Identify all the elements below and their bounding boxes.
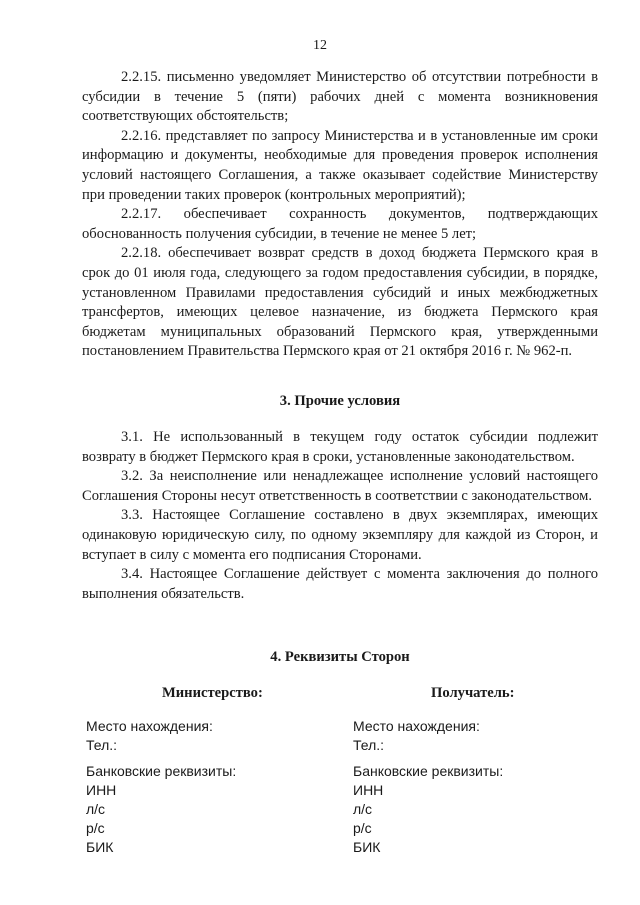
section-3-heading: 3. Прочие условия bbox=[279, 393, 401, 409]
ministry-ls: л/с bbox=[86, 801, 106, 817]
recipient-title: Получатель: bbox=[431, 685, 515, 701]
section-4-heading: 4. Реквизиты Сторон bbox=[270, 649, 410, 665]
clause-2-2-18: 2.2.18. обеспечивает возврат средств в доход бюджета Пермского края в срок до 01 июля года, следующего за годом предоставления субсидии, в порядке, установленном Правилами предоставления субсидий и иных межбюджетных трансфертов, имеющих целевое назначение, из бюджета Пермского края бюджетам муниципальных образований Пермского края, утвержденными постановлением Правительства Пермского края от 21 октября 2016 г. № 962-п. bbox=[82, 245, 598, 360]
recipient-bik: БИК bbox=[353, 839, 381, 855]
recipient-location: Место нахождения: bbox=[353, 718, 480, 734]
clause-block-2-2 bbox=[82, 68, 598, 362]
recipient-phone: Тел.: bbox=[353, 737, 385, 753]
recipient-requisites bbox=[353, 684, 598, 857]
ministry-bank: Банковские реквизиты: bbox=[86, 763, 237, 779]
clause-3-4: 3.4. Настоящее Соглашение действует с момента заключения до полного выполнения обязательств. bbox=[82, 566, 598, 602]
clause-2-2-17: 2.2.17. обеспечивает сохранность документов, подтверждающих обоснованность получения субсидии, в течение не менее 5 лет; bbox=[82, 206, 598, 242]
ministry-location: Место нахождения: bbox=[86, 718, 213, 734]
recipient-rs: р/с bbox=[353, 820, 372, 836]
recipient-ls: л/с bbox=[353, 801, 373, 817]
recipient-inn: ИНН bbox=[353, 782, 384, 798]
clause-2-2-16: 2.2.16. представляет по запросу Министерства и в установленные им сроки информацию и документы, необходимые для проведения проверок исполнения условий настоящего Соглашения, а также оказывает содействие Министерству при проведении таких проверок (контрольных мероприятий); bbox=[82, 127, 598, 203]
clause-3-2: 3.2. За неисполнение или ненадлежащее исполнение условий настоящего Соглашения Стороны несут ответственность в соответствии с законодательством. bbox=[82, 468, 598, 504]
clause-3-3: 3.3. Настоящее Соглашение составлено в двух экземплярах, имеющих одинаковую юридическую силу, по одному экземпляру для каждой из Сторон, и вступает в силу с момента его подписания Сторонами. bbox=[82, 507, 598, 563]
clause-2-2-15: 2.2.15. письменно уведомляет Министерство об отсутствии потребности в субсидии в течение 5 (пяти) рабочих дней с момента возникновения соответствующих обстоятельств; bbox=[82, 69, 598, 125]
ministry-phone: Тел.: bbox=[86, 737, 118, 753]
ministry-bik: БИК bbox=[86, 839, 114, 855]
ministry-title: Министерство: bbox=[162, 685, 263, 701]
clause-block-3 bbox=[82, 428, 598, 604]
ministry-requisites bbox=[86, 684, 336, 857]
clause-3-1: 3.1. Не использованный в текущем году остаток субсидии подлежит возврату в бюджет Пермского края в сроки, установленные законодательством. bbox=[82, 429, 598, 465]
ministry-inn: ИНН bbox=[86, 782, 117, 798]
ministry-rs: р/с bbox=[86, 820, 105, 836]
recipient-bank: Банковские реквизиты: bbox=[353, 763, 504, 779]
page-number: 12 bbox=[313, 38, 327, 53]
